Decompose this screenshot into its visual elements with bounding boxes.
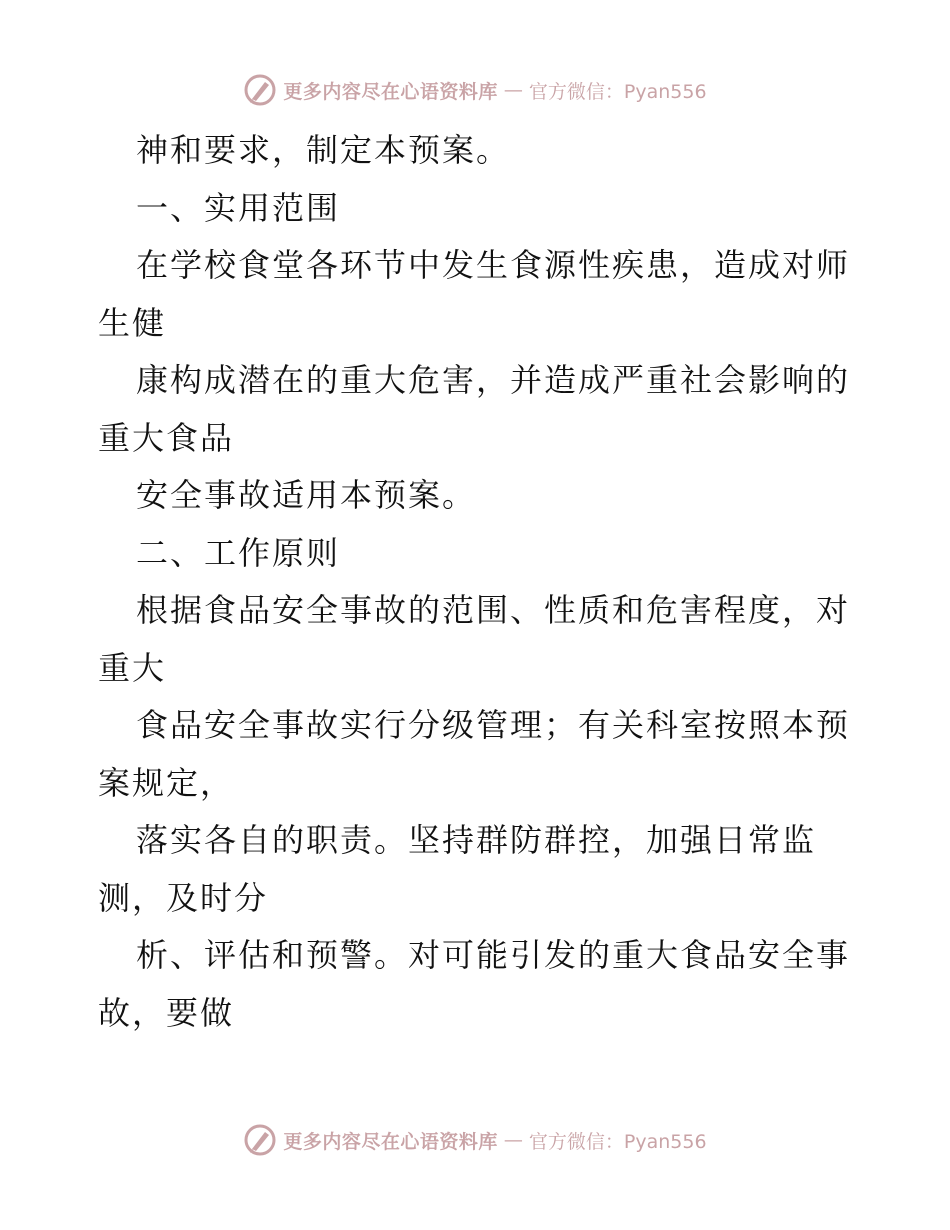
- text-line: 生健: [98, 303, 167, 342]
- text-line: 安全事故适用本预案。: [136, 476, 477, 514]
- text-line: 神和要求，制定本预案。: [136, 131, 511, 169]
- pen-logo-icon: [243, 73, 277, 107]
- text-line: 在学校食堂各环节中发生食源性疾患，造成对师: [136, 246, 851, 284]
- banner-main-text: 更多内容尽在心语资料库: [283, 1130, 498, 1153]
- section-heading: 二、工作原则: [136, 533, 341, 572]
- banner: [243, 1123, 706, 1157]
- section-heading: 一、实用范围: [136, 188, 341, 227]
- footer-banner: [0, 1120, 950, 1160]
- banner-separator: —: [503, 79, 523, 101]
- banner-main-text: 更多内容尽在心语资料库: [283, 80, 498, 103]
- text-line: 康构成潜在的重大危害，并造成严重社会影响的: [136, 361, 851, 399]
- text-line: 落实各自的职责。坚持群防群控，加强日常监: [136, 821, 817, 859]
- text-line: 根据食品安全事故的范围、性质和危害程度，对: [136, 591, 851, 629]
- banner: [243, 73, 706, 107]
- banner-separator: —: [503, 1129, 523, 1151]
- text-line: 重大食品: [98, 418, 235, 457]
- text-line: 案规定，: [98, 763, 235, 802]
- text-line: 故，要做: [98, 993, 235, 1032]
- text-line: 析、评估和预警。对可能引发的重大食品安全事: [136, 936, 851, 974]
- banner-wechat-text: 官方微信：Pyan556: [528, 80, 707, 103]
- banner-wechat-text: 官方微信：Pyan556: [528, 1130, 707, 1153]
- text-line: 食品安全事故实行分级管理；有关科室按照本预: [136, 706, 851, 744]
- pen-logo-icon: [243, 1123, 277, 1157]
- text-line: 重大: [98, 648, 167, 687]
- document-body: [98, 122, 858, 1042]
- header-banner: [0, 70, 950, 110]
- text-line: 测，及时分: [98, 878, 269, 917]
